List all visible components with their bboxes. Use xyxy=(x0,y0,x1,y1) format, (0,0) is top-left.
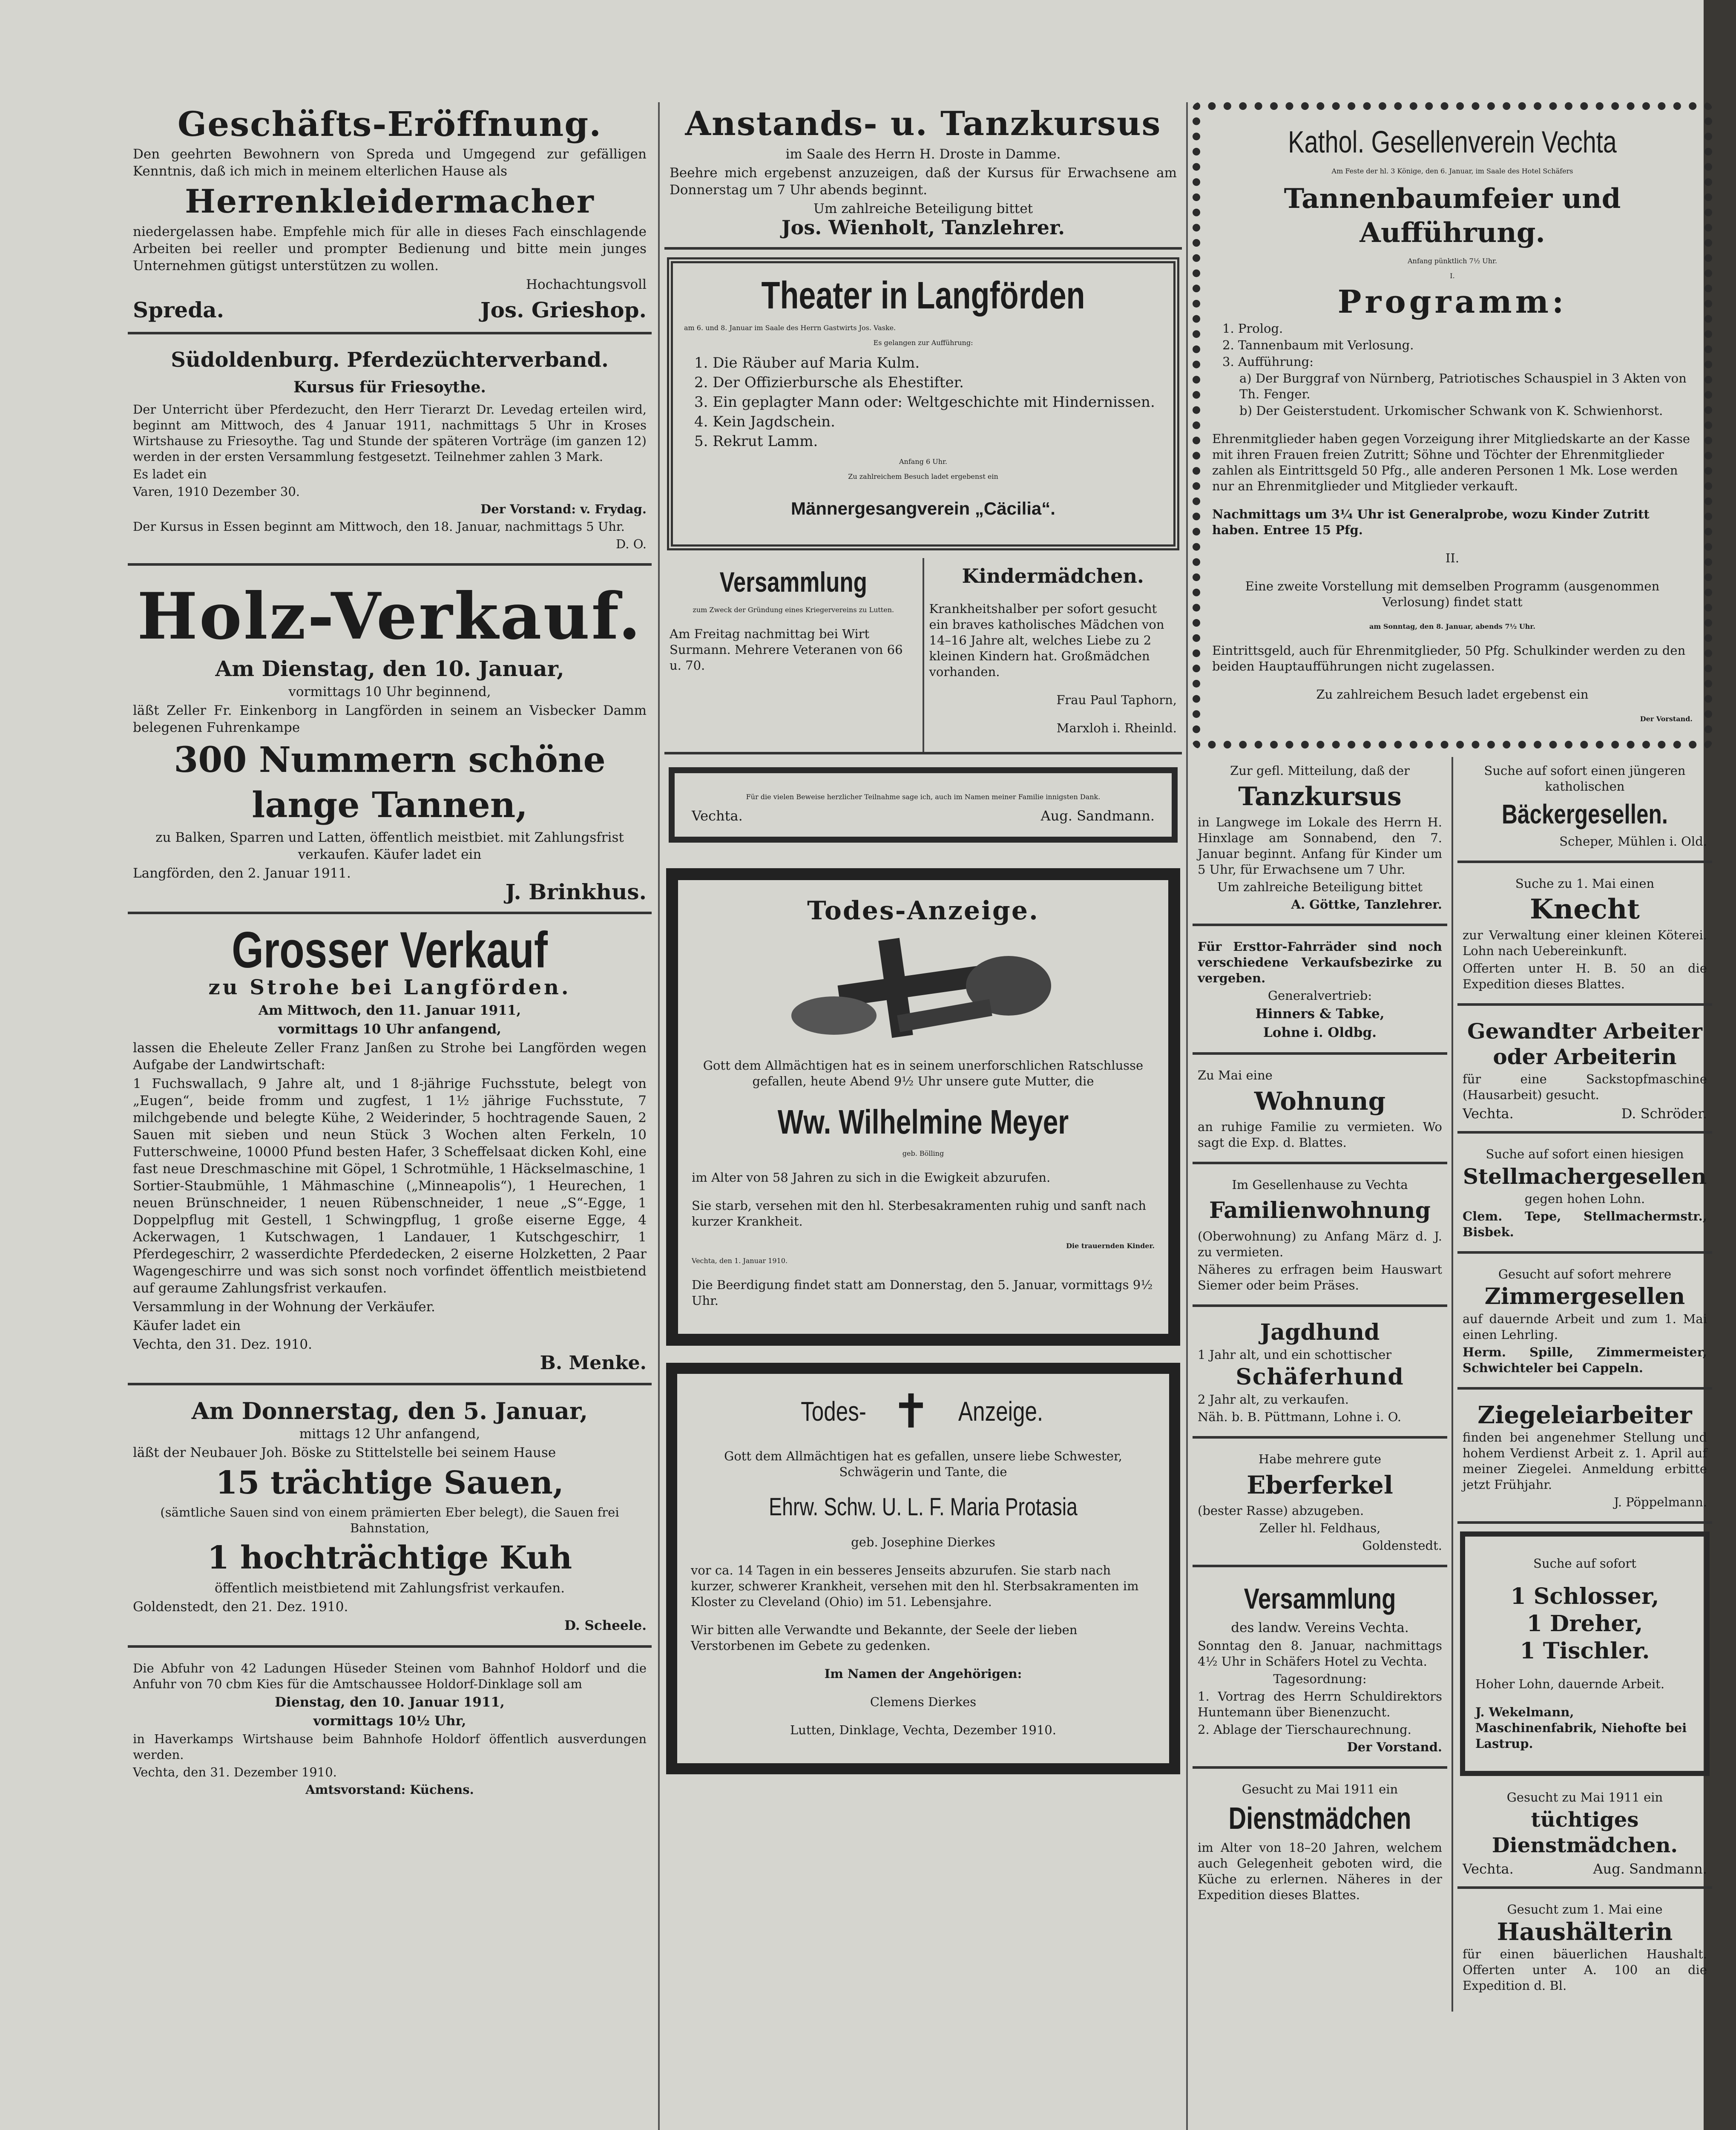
ad-text: Für Ersttor-Fahrräder sind noch verschiedene Verkaufsbezirke zu vergeben. xyxy=(1198,939,1442,985)
ad-signature: Männergesangverein „Cäcilia“. xyxy=(791,498,1055,518)
ad-todesanzeige-meyer xyxy=(666,868,1180,1346)
ad-text: J. Wekelmann, Maschinenfabrik, Niehofte bei Lastrup. xyxy=(1475,1705,1687,1751)
ad-todesanzeige-protasia xyxy=(666,1363,1180,1774)
ad-gesellenverein xyxy=(1193,102,1712,748)
ad-text: Suche zu 1. Mai einen xyxy=(1515,876,1655,891)
program-item: 2. Tannenbaum mit Verlosung. xyxy=(1222,338,1414,352)
ad-title: Kindermädchen. xyxy=(962,564,1144,587)
ad-text: Gesucht zu Mai 1911 ein xyxy=(1506,1790,1663,1805)
program-list xyxy=(694,354,1162,451)
ad-text: Sonntag den 8. Januar, nachmittags 4½ Uhr in Schäfers Hotel zu Vechta. xyxy=(1198,1638,1442,1669)
program-item: 4. Kein Jagdschein. xyxy=(694,413,835,430)
ad-text: Gesucht zum 1. Mai eine xyxy=(1507,1902,1663,1917)
deceased-name: Ehrw. Schw. U. L. F. Maria Protasia xyxy=(769,1493,1078,1521)
ad-text: Im Gesellenhause zu Vechta xyxy=(1232,1177,1408,1192)
program-heading: Programm: xyxy=(1337,284,1567,320)
ad-signature: A. Göttke, Tanzlehrer. xyxy=(1291,897,1442,912)
cross-icon: ✝ xyxy=(891,1384,931,1439)
ad-text: zu Balken, Sparren und Latten, öffentlich meistbiet. mit Zahlungsfrist verkaufen. Käufer ladet ein xyxy=(155,830,624,862)
ad-greeting: Hochachtungsvoll xyxy=(526,277,647,292)
ad-signature: Der Vorstand: v. Frydag. xyxy=(480,502,647,516)
ad-title: Eberferkel xyxy=(1247,1471,1393,1500)
ad-title xyxy=(691,1384,1155,1439)
ad-pferdezuechterverband xyxy=(128,341,652,566)
sig-name: Aug. Sandmann. xyxy=(1040,808,1155,824)
ad-title: Geschäfts-Eröffnung. xyxy=(177,104,602,144)
ad-title: Versammlung xyxy=(719,566,867,598)
ad-text: lassen die Eheleute Zeller Franz Janßen zu Strohe bei Langförden wegen Aufgabe der Landwirtschaft: xyxy=(133,1040,647,1073)
ad-date: Lutten, Dinklage, Vechta, Dezember 1910. xyxy=(790,1723,1056,1737)
program-item: 3. Ein geplagter Mann oder: Weltgeschichte mit Hindernissen. xyxy=(694,394,1155,411)
column-rule xyxy=(1186,102,1188,2130)
cross-wreath-image xyxy=(787,935,1060,1045)
ad-text: Krankheitshalber per sofort gesucht ein braves katholisches Mädchen von 14–16 Jahre alt, welches Liebe zu 2 kleinen Kindern hat. Großmädchen vorhanden. xyxy=(929,602,1164,679)
ad-eberferkel xyxy=(1193,1445,1447,1567)
ad-text: Käufer ladet ein xyxy=(133,1318,241,1333)
ad-text: niedergelassen habe. Empfehle mich für alle in dieses Fach einschlagende Arbeiten bei reeller und prompter Bedienung und bitte mein junges Unternehmen gütigst unterstützen zu wollen. xyxy=(133,224,647,273)
ad-grosser-verkauf xyxy=(128,921,652,1385)
ad-line: im Saale des Herrn H. Droste in Damme. xyxy=(785,147,1061,162)
ad-baeckergesellen xyxy=(1457,757,1712,863)
ad-text: Eintrittsgeld, auch für Ehrenmitglieder, 50 Pfg. Schulkinder werden zu den beiden Hauptaufführungen nicht zugelassen. xyxy=(1212,643,1686,674)
ad-trade: Herrenkleidermacher xyxy=(185,182,595,220)
ad-text: Näh. b. B. Püttmann, Lohne i. O. xyxy=(1198,1410,1402,1424)
ad-title: Schäferhund xyxy=(1236,1364,1404,1390)
ad-title: Ziegeleiarbeiter xyxy=(1477,1401,1692,1429)
ad-text: geb. Josephine Dierkes xyxy=(851,1535,995,1549)
job-item: 1 Dreher, xyxy=(1526,1611,1643,1637)
ad-text: Zu zahlreichem Besuch ladet ergebenst ein xyxy=(848,472,998,481)
job-item: 1 Schlosser, xyxy=(1510,1583,1659,1609)
ad-kindermaedchen xyxy=(924,558,1182,752)
ad-text: zur Verwaltung einer kleinen Köterei. Lohn nach Uebereinkunft. xyxy=(1463,928,1707,958)
ad-line: mittags 12 Uhr anfangend, xyxy=(299,1426,480,1442)
ad-gewandter-arbeiter xyxy=(1457,1013,1712,1134)
ad-text: Am Freitag nachmittag bei Wirt Surmann. Mehrere Veteranen von 66 u. 70. xyxy=(670,627,903,673)
ad-signature: Der Vorstand. xyxy=(1347,1740,1442,1754)
ad-text: Der Kursus in Essen beginnt am Mittwoch, den 18. Januar, nachmittags 5 Uhr. xyxy=(133,519,625,534)
ad-text: gegen hohen Lohn. xyxy=(1524,1192,1645,1206)
ad-title: Todes-Anzeige. xyxy=(807,896,1039,926)
ad-fahrraeder xyxy=(1193,933,1447,1055)
subcolumn-left xyxy=(1193,757,1453,2012)
ad-date: Vechta, den 31. Dez. 1910. xyxy=(133,1337,313,1352)
sig-name: Aug. Sandmann. xyxy=(1593,1861,1707,1877)
ad-text: geb. Bölling xyxy=(902,1149,944,1157)
ad-title: Südoldenburg. Pferdezüchterverband. xyxy=(171,348,609,372)
ad-text: Für die vielen Beweise herzlicher Teilnahme sage ich, auch im Namen meiner Familie innigsten Dank. xyxy=(746,793,1101,801)
ad-dienstmaedchen xyxy=(1193,1776,1447,1914)
ad-line: Am Dienstag, den 10. Januar, xyxy=(215,656,564,681)
ad-text: Zu Mai eine xyxy=(1198,1068,1273,1082)
ad-title: Knecht xyxy=(1530,893,1640,925)
ad-text: Versammlung in der Wohnung der Verkäufer. xyxy=(133,1299,435,1315)
ad-text: an ruhige Familie zu vermieten. Wo sagt die Exp. d. Blattes. xyxy=(1198,1120,1442,1150)
ad-text: Die Abfuhr von 42 Ladungen Hüseder Steinen vom Bahnhof Holdorf und die Anfuhr von 70 cbm Kies für die Amtschaussee Holdorf-Dinklage soll am xyxy=(133,1661,647,1691)
sig-place: Vechta. xyxy=(1463,1861,1514,1877)
ad-text: Hoher Lohn, dauernde Arbeit. xyxy=(1475,1677,1665,1691)
ad-text: Näheres zu erfragen beim Hauswart Siemer oder beim Präses. xyxy=(1198,1262,1442,1292)
ad-subtitle: Kursus für Friesoythe. xyxy=(293,378,486,396)
ad-title: Kathol. Gesellenverein Vechta xyxy=(1288,125,1617,159)
ad-text: Sie starb, versehen mit den hl. Sterbesakramenten ruhig und sanft nach kurzer Krankheit. xyxy=(692,1198,1147,1229)
ad-wohnung xyxy=(1193,1062,1447,1164)
ad-text: Generalvertrieb: xyxy=(1268,988,1372,1003)
ad-text: Offerten unter H. B. 50 an die Expedition dieses Blattes. xyxy=(1463,961,1707,991)
ad-title: Wohnung xyxy=(1254,1087,1386,1116)
ad-signature xyxy=(1463,1105,1707,1122)
ad-text: läßt der Neubauer Joh. Böske zu Stittelstelle bei seinem Hause xyxy=(133,1445,556,1460)
ad-text: Lohne i. Oldbg. xyxy=(1263,1025,1377,1040)
program-item: 1. Prolog. xyxy=(1222,321,1283,336)
ad-signature: B. Menke. xyxy=(540,1352,647,1374)
ad-text: Zur gefl. Mitteilung, daß der xyxy=(1230,763,1410,778)
ad-date: Langförden, den 2. Januar 1911. xyxy=(133,866,351,881)
ad-signature: D. O. xyxy=(616,537,647,551)
ad-text: (bester Rasse) abzugeben. xyxy=(1198,1503,1364,1518)
ad-text: 1 Fuchswallach, 9 Jahre alt, und 1 8-jährige Fuchsstute, belegt von „Eugen“, beide fromm und zugfest, 1 1½ jährige Fuchsstute, 7 milchgebende und belegte Kühe, 2 Weiderinder, 5 hochtragende Sauen, 2 Sauen mit sieben und neun Stück 3 Wochen alten Ferkeln, 10 Futterschweine, 10000 Pfund besten Hafer, 3 Scheffelsaat dicken Kohl, eine fast neue Dreschmaschine mit Göpel, 1 Schrotmühle, 1 Häckselmaschine, 1 Sortier-Staubmühle, 1 Mähmaschine („Minneapolis“), 1 Heurechen, 1 neuen Brünschneider, 1 neuen Rübenschneider, 1 neue „S“-Egge, 1 Doppelpflug mit Gestell, 1 Schwingpflug, 1 große eiserne Egge, 4 Ackerwagen, 1 Kutschwagen, 1 Landauer, 1 Kutschgeschirr, 1 Pferdegeschirr, 2 wasserdichte Pferdedecken, 2 eiserne Holzketten, 2 Paar Wagengeschirre und was sich sonst noch vorfindet öffentlich meistbietend auf geraume Zahlungsfrist verkaufen. xyxy=(133,1076,647,1296)
ad-text: (Oberwohnung) zu Anfang März d. J. zu vermieten. xyxy=(1198,1229,1442,1259)
ad-text: Am Feste der hl. 3 Könige, den 6. Januar, im Saale des Hotel Schäfers xyxy=(1331,167,1573,175)
ad-row-versammlung-kindermaedchen xyxy=(664,558,1182,754)
ad-text: Tagesordnung: xyxy=(1273,1672,1367,1686)
ad-tanzkursus-damme xyxy=(664,98,1182,250)
section-number: I. xyxy=(1450,272,1455,280)
ad-tuechtiges-dienstmaedchen xyxy=(1457,1784,1712,1889)
ad-text: vor ca. 14 Tagen in ein besseres Jenseits abzurufen. Sie starb nach kurzer, schwerer Krankheit, versehen mit den hl. Sterbsakramenten im Kloster zu Cleveland (Ohio) im 51. Lebensjahre. xyxy=(691,1563,1139,1609)
ad-title: Haushälterin xyxy=(1497,1918,1673,1946)
program-item: b) Der Geisterstudent. Urkomischer Schwank von K. Schwienhorst. xyxy=(1239,403,1663,418)
ad-versammlung-vechta xyxy=(1193,1574,1447,1769)
program-item: 3. Aufführung: xyxy=(1222,354,1314,369)
sig-name: D. Schröder. xyxy=(1621,1105,1707,1122)
ad-text: in Haverkamps Wirtshause beim Bahnhofe Holdorf öffentlich ausverdungen werden. xyxy=(133,1732,647,1762)
ad-text: Es gelangen zur Aufführung: xyxy=(873,339,973,347)
ad-text: läßt Zeller Fr. Einkenborg in Langförden in seinem an Visbecker Damm belegenen Fuhrenkampe xyxy=(133,703,647,735)
ad-text: (sämtliche Sauen sind von einem prämierten Eber belegt), die Sauen frei Bahnstation, xyxy=(160,1505,619,1535)
ad-text: Herm. Spille, Zimmermeister, Schwichteler bei Cappeln. xyxy=(1463,1345,1707,1375)
program-list xyxy=(1222,321,1693,419)
ad-text: Anfang 6 Uhr. xyxy=(899,458,947,466)
ad-title: Theater in Langförden xyxy=(761,274,1085,317)
ad-signature xyxy=(1463,1861,1707,1877)
ad-text: Eine zweite Vorstellung mit demselben Programm (ausgenommen Verlosung) findet statt xyxy=(1245,579,1660,609)
ad-title: Anstands- u. Tanzkursus xyxy=(685,104,1161,143)
ad-schlosser-dreher-tischler xyxy=(1460,1531,1710,1776)
ad-signature: J. Pöppelmann. xyxy=(1614,1495,1707,1509)
ad-text: Die Beerdigung findet statt am Donnerstag, den 5. Januar, vormittags 9½ Uhr. xyxy=(692,1278,1153,1308)
ad-abfuhr xyxy=(128,1655,652,1809)
ad-versammlung-lutten xyxy=(664,558,924,752)
two-subcolumns xyxy=(1193,757,1712,2012)
job-item: 1 Tischler. xyxy=(1520,1638,1650,1664)
ad-line: vormittags 10 Uhr anfangend, xyxy=(278,1022,501,1037)
ad-danksagung xyxy=(669,767,1178,843)
ad-text: zum Zweck der Gründung eines Kriegervereins zu Lutten. xyxy=(693,606,894,614)
ad-text: am 6. und 8. Januar im Saale des Herrn Gastwirts Jos. Vaske. xyxy=(684,324,896,332)
ad-text: Goldenstedt. xyxy=(1362,1538,1442,1553)
ad-text: Hinners & Tabke, xyxy=(1255,1006,1385,1022)
ad-text: Zeller hl. Feldhaus, xyxy=(1259,1521,1381,1535)
ad-title: Versammlung xyxy=(1244,1583,1396,1615)
ad-highlight: lange Tannen, xyxy=(252,785,528,826)
ad-text: Nachmittags um 3¼ Uhr ist Generalprobe, wozu Kinder Zutritt haben. Entree 15 Pfg. xyxy=(1212,507,1650,537)
ad-text: des landw. Vereins Vechta. xyxy=(1231,1620,1409,1635)
ad-date: Vechta, den 31. Dezember 1910. xyxy=(133,1765,337,1779)
ad-subtitle: zu Strohe bei Langförden. xyxy=(208,976,571,999)
program-item: 5. Rekrut Lamm. xyxy=(694,433,818,450)
column-3 xyxy=(1193,98,1712,2012)
ad-signature xyxy=(133,297,647,322)
ad-text: Clemens Dierkes xyxy=(870,1695,977,1709)
ad-ziegeleiarbeiter xyxy=(1457,1396,1712,1524)
ad-text: für einen bäuerlichen Haushalt. Offerten unter A. 100 an die Expedition d. Bl. xyxy=(1463,1947,1707,1993)
ad-theater-langfoerden xyxy=(667,257,1179,550)
ad-text: Um zahlreiche Beteiligung bittet xyxy=(813,201,1033,216)
ad-date: Varen, 1910 Dezember 30. xyxy=(133,484,300,499)
ad-signature: Scheper, Mühlen i. Old. xyxy=(1559,834,1707,849)
program-item: 2. Der Offizierbursche als Ehestifter. xyxy=(694,374,964,391)
section-number: II. xyxy=(1445,551,1460,565)
ad-line: vormittags 10½ Uhr, xyxy=(313,1713,466,1729)
ad-highlight: 300 Nummern schöne xyxy=(174,740,606,780)
ad-text: im Alter von 18–20 Jahren, welchem auch Gelegenheit geboten wird, die Küche zu erlernen. Näheres in der Expedition dieses Blattes. xyxy=(1198,1840,1442,1902)
ad-text: Den geehrten Bewohnern von Spreda und Umgegend zur gefälligen Kenntnis, daß ich mich in meinem elterlichen Hause als xyxy=(133,147,647,179)
program-item: 1. Die Räuber auf Maria Kulm. xyxy=(694,354,920,371)
ad-text: finden bei angenehmer Stellung und hohem Verdienst Arbeit z. 1. April auf meiner Ziegelei. Anmeldung erbitte jetzt Frühjahr. xyxy=(1463,1430,1707,1492)
title-part: Todes- xyxy=(801,1396,866,1427)
ad-signature: J. Brinkhus. xyxy=(505,879,647,904)
sig-place: Vechta. xyxy=(692,808,743,824)
ad-geschaefts-eroeffnung xyxy=(128,98,652,334)
ad-knecht xyxy=(1457,870,1712,1006)
ad-text: Clem. Tepe, Stellmachermstr., Bisbek. xyxy=(1463,1209,1707,1239)
ad-title: Bäckergesellen. xyxy=(1502,799,1668,829)
ad-date: Vechta, den 1. Januar 1910. xyxy=(692,1257,788,1265)
ad-signature: Frau Paul Taphorn, xyxy=(1056,693,1177,707)
column-1 xyxy=(128,98,652,1816)
agenda-item: 2. Ablage der Tierschaurechnung. xyxy=(1198,1722,1411,1737)
ad-text: Beehre mich ergebenst anzuzeigen, daß der Kursus für Erwachsene am Donnerstag um 7 Uhr abends beginnt. xyxy=(670,165,1177,198)
ad-text: Um zahlreiche Beteiligung bittet xyxy=(1217,880,1423,894)
program-item: a) Der Burggraf von Nürnberg, Patriotisches Schauspiel in 3 Akten von Th. Fenger. xyxy=(1239,371,1687,401)
ad-text: im Alter von 58 Jahren zu sich in die Ewigkeit abzurufen. xyxy=(692,1170,1051,1185)
ad-line: Am Mittwoch, den 11. Januar 1911, xyxy=(258,1003,521,1018)
ad-title: Dienstmädchen xyxy=(1228,1802,1411,1836)
ad-tanzkursus-langwege xyxy=(1193,757,1447,926)
ad-title: Holz-Verkauf. xyxy=(137,579,642,654)
ad-text: Suche auf sofort xyxy=(1533,1556,1636,1571)
ad-signature: Marxloh i. Rheinld. xyxy=(1056,721,1177,735)
ad-title: Gewandter Arbeiter oder Arbeiterin xyxy=(1467,1019,1703,1069)
ad-familienwohnung xyxy=(1193,1171,1447,1307)
ad-title: Zimmergesellen xyxy=(1484,1284,1685,1310)
ad-text: Habe mehrere gute xyxy=(1258,1452,1382,1466)
ad-text: Gesucht zu Mai 1911 ein xyxy=(1242,1782,1398,1796)
ad-signature: Amtsvorstand: Küchens. xyxy=(305,1782,474,1797)
ad-text: Gott dem Allmächtigen hat es gefallen, unsere liebe Schwester, Schwägerin und Tante, die xyxy=(724,1449,1122,1479)
ad-text: Ehrenmitglieder haben gegen Vorzeigung ihrer Mitgliedskarte an der Kasse mit ihren Frauen freien Zutritt; Söhne und Töchter der Ehrenmitglieder zahlen als Eintrittsgeld 50 Pfg., alle anderen Personen 1 Mk. Lose werden nur an Ehrenmitglieder und Mitglieder verkauft. xyxy=(1212,432,1690,493)
ad-signature: Der Vorstand. xyxy=(1640,715,1693,723)
deceased-name: Ww. Wilhelmine Meyer xyxy=(777,1103,1069,1141)
ad-text: Gott dem Allmächtigen hat es in seinem unerforschlichen Ratschlusse gefallen, heute Abend 9½ Uhr unsere gute Mutter, die xyxy=(703,1058,1144,1088)
ad-haushaelterin xyxy=(1457,1896,1712,2005)
ad-text: für eine Sackstopfmaschine (Hausarbeit) gesucht. xyxy=(1463,1072,1707,1102)
sig-place: Spreda. xyxy=(133,297,224,322)
ad-text: 2 Jahr alt, zu verkaufen. xyxy=(1198,1392,1349,1407)
ad-text: in Langwege im Lokale des Herrn H. Hinxlage am Sonnabend, den 7. Januar beginnt. Anfang für Kinder um 5 Uhr, für Erwachsene um 7 Uhr. xyxy=(1198,815,1442,877)
ad-signature: Die trauernden Kinder. xyxy=(1066,1242,1155,1250)
ad-text: Zu zahlreichem Besuch ladet ergebenst ein xyxy=(1316,687,1589,702)
ad-sauen-verkauf xyxy=(128,1392,652,1648)
ad-signature: D. Scheele. xyxy=(564,1618,647,1633)
ad-title: Jagdhund xyxy=(1260,1319,1380,1345)
ad-text: Suche auf sofort einen hiesigen xyxy=(1486,1147,1684,1161)
ad-line: Am Donnerstag, den 5. Januar, xyxy=(191,1397,588,1425)
ad-text: Anfang pünktlich 7½ Uhr. xyxy=(1407,257,1497,265)
ad-text: auf dauernde Arbeit und zum 1. Mai einen Lehrling. xyxy=(1463,1312,1707,1342)
sig-name: Jos. Grieshop. xyxy=(480,297,647,322)
ad-text: 1 Jahr alt, und ein schottischer xyxy=(1198,1347,1392,1362)
ad-text: Im Namen der Angehörigen: xyxy=(824,1667,1022,1681)
ad-holz-verkauf xyxy=(128,573,652,914)
agenda-item: 1. Vortrag des Herrn Schuldirektors Huntemann über Bienenzucht. xyxy=(1198,1689,1442,1719)
ad-text: Es ladet ein xyxy=(133,467,207,481)
ad-line: Dienstag, den 10. Januar 1911, xyxy=(275,1695,505,1710)
title-part: Anzeige. xyxy=(958,1396,1043,1427)
ad-text: Der Unterricht über Pferdezucht, den Herr Tierarzt Dr. Levedag erteilen wird, beginnt am Mittwoch, des 4 Januar 1911, nachmittags 5 Uhr in Kroses Wirtshause zu Friesoythe. Tag und Stunde der späteren Vorträge (im ganzen 12) werden in der ersten Versammlung festgesetzt. Teilnehmer zahlen 3 Mark. xyxy=(133,402,647,464)
ad-text: Suche auf sofort einen jüngeren katholischen xyxy=(1484,763,1686,794)
ad-text: am Sonntag, den 8. Januar, abends 7½ Uhr. xyxy=(1369,622,1535,630)
ad-title: Tanzkursus xyxy=(1238,782,1402,812)
ad-text: öffentlich meistbietend mit Zahlungsfrist verkaufen. xyxy=(214,1580,565,1596)
ad-signature xyxy=(692,808,1155,824)
ad-text: Wir bitten alle Verwandte und Bekannte, der Seele der lieben Verstorbenen im Gebete zu gedenken. xyxy=(691,1623,1078,1653)
ad-line: vormittags 10 Uhr beginnend, xyxy=(288,684,491,699)
ad-title: Grosser Verkauf xyxy=(232,921,548,979)
ad-heading: Tannenbaumfeier und Aufführung. xyxy=(1284,183,1621,249)
ad-jagdhund xyxy=(1193,1314,1447,1439)
sig-place: Vechta. xyxy=(1463,1105,1514,1122)
ad-highlight: 1 hochträchtige Kuh xyxy=(207,1540,572,1576)
ad-title: tüchtiges Dienstmädchen. xyxy=(1492,1808,1678,1857)
ad-zimmergesellen xyxy=(1457,1261,1712,1390)
ad-signature: Jos. Wienholt, Tanzlehrer. xyxy=(781,216,1065,239)
ad-text: Gesucht auf sofort mehrere xyxy=(1498,1267,1672,1281)
ad-title: Familienwohnung xyxy=(1209,1197,1431,1223)
ad-highlight: 15 trächtige Sauen, xyxy=(216,1465,564,1501)
ad-date: Goldenstedt, den 21. Dez. 1910. xyxy=(133,1599,348,1615)
column-2 xyxy=(664,98,1182,1787)
ad-title: Stellmachergesellen xyxy=(1463,1164,1707,1189)
subcolumn-right xyxy=(1453,757,1712,2012)
column-rule xyxy=(658,102,660,2130)
ad-stellmachergesellen xyxy=(1457,1140,1712,1254)
